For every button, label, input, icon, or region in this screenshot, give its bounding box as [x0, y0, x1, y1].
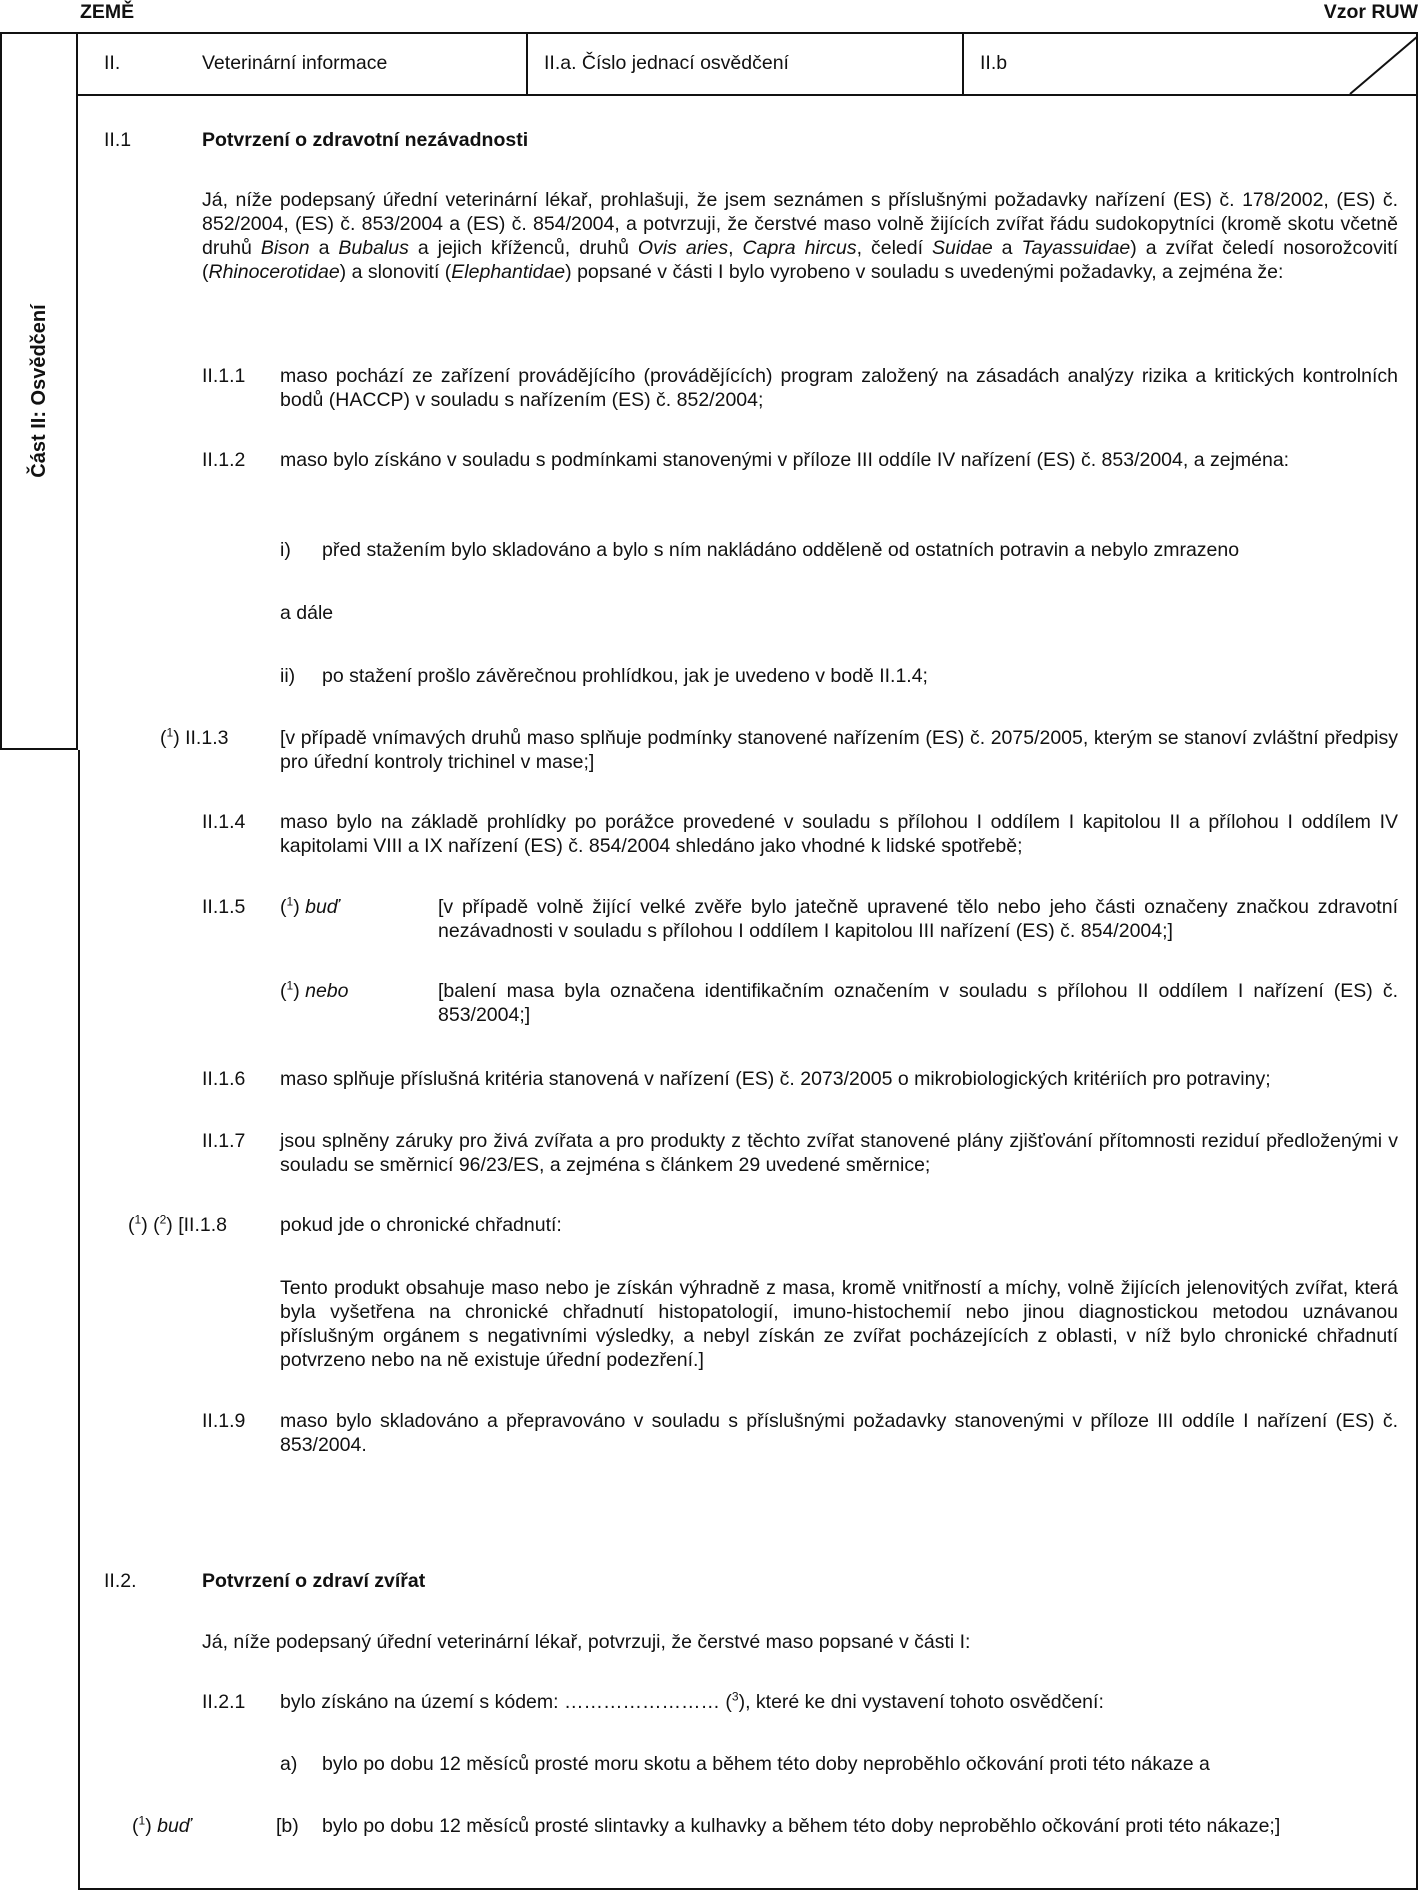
section-1-intro: Já, níže podepsaný úřední veterinární lékař, prohlašuji, že jsem seznámen s příslušnými požadavky nařízení (ES) č. 178/2002, (ES) č. 852/2004, (ES) č. 853/2004 a (ES) č. 854/2004, a potvrzuji, že čerstvé maso volně žijících zvířat řádu sudokopytníci (kromě skotu včetně druhů Bison a Bubalus a jejich kříženců, druhů Ovis aries, Capra hircus, čeledí Suidae a Tayassuidae) a zvířat čeledí nosorožcovití (Rhinocerotidae) a slonovití (Elephantidae) popsané v části I bylo vyrobeno v souladu s uvedenými požadavky, a zejména že: [202, 189, 1399, 283]
item-2-1-6-number: II.1.6 [202, 1068, 246, 1090]
top-row-col4: II.b [980, 52, 1008, 74]
item-2-1-5-option-1-label: ($^1$) buď [280, 894, 339, 918]
item-2-2-1-number: II.2.1 [202, 1691, 246, 1713]
item-2-1-2-ii-text: po stažení prošlo závěrečnou prohlídkou, jak je uvedeno v bodě II.1.4; [322, 665, 928, 687]
item-2-1-1-number: II.1.1 [202, 365, 246, 387]
item-2-1-2-number: II.1.2 [202, 449, 246, 471]
item-2-1-2-text: maso bylo získáno v souladu s podmínkami stanovenými v příloze III oddíle IV nařízení (ES) č. 853/2004, a zejména: [280, 449, 1290, 471]
item-2-1-4-text: maso bylo na základě prohlídky po porážce provedené v souladu s přílohou I oddílem I kapitolou II a přílohou I oddílem IV kapitolami VIII a IX nařízení (ES) č. 854/2004 shledáno jako vhodné k lidské spotřebě; [280, 811, 1398, 857]
item-b-option-label: ($^1$) buď [132, 1813, 191, 1837]
header-model: Vzor RUW [1323, 1, 1418, 23]
item-2-1-8-paragraph: Tento produkt obsahuje maso nebo je získán výhradně z masa, kromě vnitřností a míchy, volně žijících jelenovitých zvířat, která byla vyšetřena na chronické chřadnutí histopatologií, imuno-histochemií nebo jinou diagnostickou metodou uznávanou příslušným orgánem s negativními výsledky, a nebyl získán ze zvířat pocházejících z oblasti, v níž bylo chronické chřadnutí potvrzeno nebo na ně existuje úřední podezření.] [280, 1277, 1398, 1371]
section-2-number: II.2. [104, 1570, 137, 1592]
item-2-1-2-and: a dále [280, 602, 334, 624]
header-country: ZEMĚ [80, 1, 135, 23]
item-2-1-2-i-text: před stažením bylo skladováno a bylo s ním nakládáno odděleně od ostatních potravin a nebylo zmrazeno [322, 539, 1240, 561]
item-2-1-8-text: pokud jde o chronické chřadnutí: [280, 1214, 562, 1236]
certificate-frame [78, 32, 1418, 1890]
frame-left-edge [78, 750, 80, 1890]
top-row-col1: II. [104, 52, 121, 74]
item-2-1-3-number: ($^1$) II.1.3 [160, 725, 229, 749]
item-a-text: bylo po dobu 12 měsíců prosté moru skotu a během této doby neproběhlo očkování proti této nákaze a [322, 1753, 1210, 1775]
item-2-1-2-ii-number: ii) [280, 665, 296, 687]
diagonal-line [0, 0, 1418, 100]
section-2-title: Potvrzení o zdraví zvířat [202, 1570, 426, 1592]
top-row-col3: II.a. Číslo jednací osvědčení [544, 52, 789, 74]
item-2-2-1-text: bylo získáno na území s kódem: …………………… ($^3$), které ke dni vystavení tohoto osvědčení: [280, 1689, 1104, 1713]
section-2-intro: Já, níže podepsaný úřední veterinární lékař, potvrzuji, že čerstvé maso popsané v části I: [202, 1631, 971, 1653]
item-2-1-3-text: [v případě vnímavých druhů maso splňuje podmínky stanovené nařízením (ES) č. 2075/2005, kterým se stanoví zvláštní předpisy pro úřední kontroly trichinel v mase;] [280, 727, 1398, 773]
item-2-1-5-option-1-text: [v případě volně žijící velké zvěře bylo jatečně upravené tělo nebo jeho části označeny značkou zdravotní nezávadnosti v souladu s přílohou I oddílem I kapitolou III nařízení (ES) č. 854/2004;] [438, 896, 1398, 942]
top-row-col2: Veterinární informace [202, 52, 388, 74]
item-2-1-7-text: jsou splněny záruky pro živá zvířata a pro produkty z těchto zvířat stanovené plány zjišťování přítomnosti reziduí předloženými v souladu se směrnicí 96/23/ES, a zejména s článkem 29 uvedené směrnice; [280, 1130, 1398, 1176]
item-2-1-7-number: II.1.7 [202, 1130, 246, 1152]
item-2-1-5-option-2-text: [balení masa byla označena identifikačním označením v souladu s přílohou II oddílem I nařízení (ES) č. 853/2004;] [438, 980, 1398, 1026]
item-2-1-5-option-2-label: ($^1$) nebo [280, 978, 349, 1002]
item-2-1-2-i-number: i) [280, 539, 291, 561]
item-2-1-6-text: maso splňuje příslušná kritéria stanovená v nařízení (ES) č. 2073/2005 o mikrobiologických kritériích pro potraviny; [280, 1068, 1271, 1090]
item-2-1-9-number: II.1.9 [202, 1410, 246, 1432]
section-1-title: Potvrzení o zdravotní nezávadnosti [202, 129, 529, 151]
item-a-number: a) [280, 1753, 298, 1775]
item-2-1-4-number: II.1.4 [202, 811, 246, 833]
item-b-text: bylo po dobu 12 měsíců prosté slintavky a kulhavky a během této doby neproběhlo očkování proti této nákaze;] [322, 1815, 1281, 1837]
side-label-box [0, 32, 78, 750]
item-2-1-8-number: ($^1$) ($^2$) [II.1.8 [128, 1212, 227, 1236]
item-2-1-9-text: maso bylo skladováno a přepravováno v souladu s příslušnými požadavky stanovenými v příloze III oddíle I nařízení (ES) č. 853/2004. [280, 1410, 1398, 1456]
item-2-1-5-number: II.1.5 [202, 896, 246, 918]
item-2-1-1-text: maso pochází ze zařízení provádějícího (provádějících) program založený na zásadách analýzy rizika a kritických kontrolních bodů (HACCP) v souladu s nařízením (ES) č. 852/2004; [280, 365, 1398, 411]
side-label: Část II: Osvědčení [28, 304, 50, 478]
item-b-number: [b) [276, 1815, 299, 1837]
section-1-number: II.1 [104, 129, 132, 151]
